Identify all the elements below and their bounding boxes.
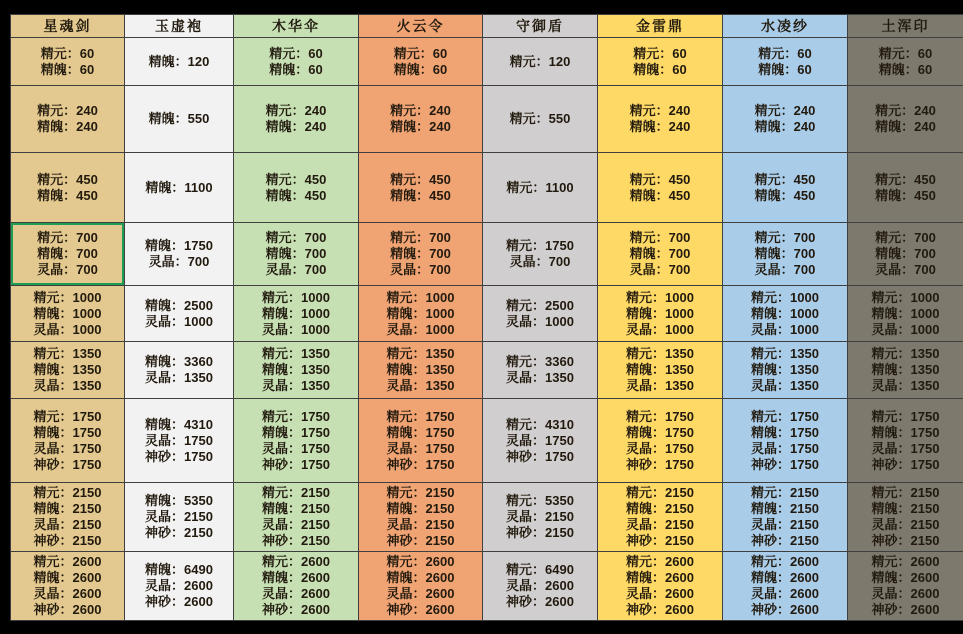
- cell-line: 精元：2150: [751, 485, 819, 500]
- table-cell[interactable]: [11, 38, 125, 86]
- table-cell[interactable]: [598, 223, 723, 286]
- cell-line: 精元：60: [633, 45, 687, 61]
- cell-line: 精元：240: [265, 103, 327, 118]
- cell-line: 灵晶：1350: [751, 378, 819, 393]
- table-cell[interactable]: [848, 153, 963, 223]
- table-cell[interactable]: [598, 286, 723, 342]
- table-cell[interactable]: [598, 399, 723, 483]
- table-cell[interactable]: [598, 342, 723, 399]
- cell-line: 精魄：1350: [751, 362, 819, 377]
- cell-line: 精魄：1000: [626, 305, 694, 321]
- cell-line: 精魄：240: [629, 119, 691, 134]
- table-cell[interactable]: [234, 38, 359, 86]
- cell-line: 精魄：240: [37, 119, 98, 134]
- cell-line: 精魄：1000: [386, 305, 455, 321]
- column-header[interactable]: 木华伞: [234, 15, 359, 38]
- cell-line: 神砂：1750: [751, 456, 819, 472]
- cell-line: 精魄：450: [629, 187, 691, 203]
- table-cell[interactable]: [848, 223, 963, 286]
- table-cell[interactable]: [11, 483, 125, 552]
- cell-line: 精元：450: [875, 171, 936, 187]
- cell-line: 灵晶：2600: [751, 586, 819, 601]
- cell-line: 精元：60: [269, 45, 323, 61]
- cell-line: 精魄：450: [265, 187, 327, 203]
- cell-line: 灵晶：1000: [506, 313, 574, 329]
- cell-line: 灵晶：2600: [386, 586, 455, 601]
- cell-line: 精元：2150: [262, 485, 330, 500]
- cell-line: 精元：700: [390, 230, 451, 245]
- cell-line: 精元：1000: [751, 289, 819, 305]
- table-cell[interactable]: [125, 86, 234, 153]
- cell-line: 灵晶：1750: [751, 440, 819, 456]
- cell-line: 精魄：240: [265, 119, 327, 134]
- cell-line: 精元：700: [629, 230, 691, 245]
- cell-line: 精元：60: [878, 45, 933, 61]
- cell-line: 精元：1000: [386, 289, 455, 305]
- table-cell[interactable]: [125, 399, 234, 483]
- cell-line: 灵晶：700: [754, 262, 816, 277]
- cell-line: 精魄：2150: [751, 501, 819, 516]
- cell-line: 灵晶：1750: [506, 432, 574, 448]
- cell-line: 精魄：700: [390, 246, 451, 261]
- cell-line: 精元：450: [754, 171, 816, 187]
- cell-line: 精元：450: [629, 171, 691, 187]
- cell-line: 灵晶：1350: [871, 378, 940, 393]
- cell-line: 灵晶：2600: [262, 586, 330, 601]
- cell-line: 灵晶：1350: [33, 378, 102, 393]
- table-cell[interactable]: [723, 286, 848, 342]
- table-cell[interactable]: [598, 38, 723, 86]
- cell-line: 灵晶：1000: [751, 321, 819, 337]
- cell-line: 精元：1350: [33, 346, 102, 361]
- cell-line: 灵晶：2150: [145, 509, 213, 524]
- table-cell[interactable]: [483, 86, 598, 153]
- cell-line: 精元：700: [754, 230, 816, 245]
- cell-line: 灵晶：2150: [871, 517, 940, 532]
- cell-line: 灵晶：700: [875, 262, 936, 277]
- table-cell[interactable]: [483, 286, 598, 342]
- cell-line: 灵晶：1750: [33, 440, 102, 456]
- cell-line: 灵晶：2150: [33, 517, 102, 532]
- cell-line: 精元：1750: [33, 408, 102, 424]
- cell-line: 灵晶：1000: [386, 321, 455, 337]
- cell-line: 精魄：2600: [751, 570, 819, 585]
- cell-line: 神砂：2150: [262, 533, 330, 548]
- cell-line: 精魄：450: [37, 187, 98, 203]
- table-cell[interactable]: [723, 342, 848, 399]
- table-cell[interactable]: [234, 223, 359, 286]
- table-cell[interactable]: [11, 153, 125, 223]
- cell-line: 精魄：2500: [145, 297, 213, 313]
- cell-line: 精元：2600: [386, 554, 455, 569]
- cell-line: 精魄：60: [633, 61, 687, 77]
- table-cell[interactable]: [125, 153, 234, 223]
- cell-line: 神砂：2600: [262, 602, 330, 617]
- cell-line: 精元：450: [390, 171, 451, 187]
- cell-line: 神砂：1750: [33, 456, 102, 472]
- cell-line: 精魄：60: [40, 61, 95, 77]
- cell-line: 精元：1350: [262, 346, 330, 361]
- table-cell[interactable]: [848, 86, 963, 153]
- cell-line: 精元：1350: [871, 346, 940, 361]
- table-cell[interactable]: [598, 483, 723, 552]
- cell-line: 精元：60: [393, 45, 448, 61]
- table-cell[interactable]: [483, 552, 598, 621]
- cell-line: 精元：700: [875, 230, 936, 245]
- table-cell[interactable]: [848, 483, 963, 552]
- cell-line: 神砂：2150: [871, 533, 940, 548]
- table-cell[interactable]: [723, 483, 848, 552]
- cell-line: 精元：2600: [262, 554, 330, 569]
- column-header[interactable]: 水凌纱: [723, 15, 848, 38]
- cell-line: 灵晶：700: [265, 262, 327, 277]
- cell-line: 灵晶：1000: [871, 321, 940, 337]
- cell-line: 精魄：240: [390, 119, 451, 134]
- table-cell[interactable]: [234, 342, 359, 399]
- cell-line: 神砂：2600: [506, 594, 574, 609]
- cell-line: 精元：4310: [506, 416, 574, 432]
- table-cell[interactable]: [11, 552, 125, 621]
- cell-line: 灵晶：2150: [262, 517, 330, 532]
- cell-line: 精元：2600: [751, 554, 819, 569]
- cell-line: 精魄：4310: [145, 416, 213, 432]
- table-cell[interactable]: [359, 223, 483, 286]
- cell-line: 精魄：1750: [871, 424, 940, 440]
- cell-line: 精魄：1350: [871, 362, 940, 377]
- cell-line: 灵晶：1750: [386, 440, 455, 456]
- cell-line: 精魄：1750: [145, 238, 213, 253]
- cell-line: 精魄：2150: [386, 501, 455, 516]
- cell-line: 精元：2600: [871, 554, 940, 569]
- cell-line: 神砂：1750: [262, 456, 330, 472]
- cell-line: 精魄：450: [390, 187, 451, 203]
- cell-line: 灵晶：1000: [33, 321, 102, 337]
- cell-line: 灵晶：700: [390, 262, 451, 277]
- cell-line: 精元：1000: [626, 289, 694, 305]
- cell-line: 精元：1000: [262, 289, 330, 305]
- cell-line: 灵晶：1350: [386, 378, 455, 393]
- cell-line: 精魄：1350: [386, 362, 455, 377]
- cell-line: 神砂：2150: [626, 533, 694, 548]
- cell-line: 神砂：2150: [33, 533, 102, 548]
- cell-line: 精元：1750: [871, 408, 940, 424]
- cell-line: 精魄：1750: [262, 424, 330, 440]
- table-cell[interactable]: [848, 38, 963, 86]
- table-cell[interactable]: [359, 86, 483, 153]
- table-cell[interactable]: [483, 153, 598, 223]
- cell-line: 精魄：1350: [262, 362, 330, 377]
- cell-line: 神砂：2600: [33, 602, 102, 617]
- cell-line: 精元：240: [390, 103, 451, 118]
- cell-line: 神砂：2600: [386, 602, 455, 617]
- table-cell[interactable]: [125, 342, 234, 399]
- cell-line: 灵晶：2150: [751, 517, 819, 532]
- cell-line: 精元：240: [37, 103, 98, 118]
- cell-line: 神砂：2600: [145, 594, 213, 609]
- selected-table-cell[interactable]: [11, 223, 125, 286]
- cell-line: 精元：2150: [626, 485, 694, 500]
- table-cell[interactable]: [848, 552, 963, 621]
- table-cell[interactable]: [234, 483, 359, 552]
- cell-line: 灵晶：2600: [506, 578, 574, 593]
- cell-line: 精魄：240: [875, 119, 936, 134]
- cell-line: 灵晶：700: [148, 254, 210, 269]
- cell-line: 精魄：60: [758, 61, 812, 77]
- cell-line: 精元：2600: [626, 554, 694, 569]
- cell-line: 精魄：700: [754, 246, 816, 261]
- cell-line: 灵晶：700: [509, 254, 571, 269]
- cell-line: 精元：240: [754, 103, 816, 118]
- cell-line: 灵晶：2150: [626, 517, 694, 532]
- cell-line: 精元：1750: [626, 408, 694, 424]
- table-cell[interactable]: [11, 342, 125, 399]
- cell-line: 灵晶：1350: [626, 378, 694, 393]
- cell-line: 精元：1750: [751, 408, 819, 424]
- cell-line: 神砂：2150: [145, 525, 213, 540]
- cell-line: 神砂：2600: [626, 602, 694, 617]
- cell-line: 灵晶：1750: [262, 440, 330, 456]
- cell-line: 精元：60: [40, 45, 95, 61]
- cell-line: 神砂：1750: [506, 448, 574, 464]
- table-cell[interactable]: [234, 286, 359, 342]
- column-header[interactable]: 星魂剑: [11, 15, 125, 38]
- cell-line: 精元：2600: [33, 554, 102, 569]
- table-cell[interactable]: [359, 38, 483, 86]
- cell-line: 灵晶：2600: [33, 586, 102, 601]
- table-cell[interactable]: [359, 483, 483, 552]
- cell-line: 精魄：700: [37, 246, 98, 261]
- cell-line: 精元：1350: [751, 346, 819, 361]
- table-cell[interactable]: [598, 153, 723, 223]
- cell-line: 精魄：3360: [145, 354, 213, 369]
- cell-line: 灵晶：1000: [262, 321, 330, 337]
- cell-line: 精元：2150: [871, 485, 940, 500]
- table-cell[interactable]: [848, 342, 963, 399]
- cell-line: 精元：1000: [33, 289, 102, 305]
- cell-line: 精魄：60: [878, 61, 933, 77]
- cell-line: 精元：6490: [506, 562, 574, 577]
- table-cell[interactable]: [234, 399, 359, 483]
- column-header[interactable]: 守御盾: [483, 15, 598, 38]
- cell-line: 精元：60: [758, 45, 812, 61]
- table-cell[interactable]: [11, 86, 125, 153]
- table-cell[interactable]: [11, 399, 125, 483]
- cell-line: 精元：1100: [506, 179, 574, 195]
- cell-line: 精魄：2600: [871, 570, 940, 585]
- cell-line: 精元：120: [509, 53, 571, 69]
- table-cell[interactable]: [483, 483, 598, 552]
- cell-line: 精魄：700: [875, 246, 936, 261]
- cell-line: 灵晶：1000: [626, 321, 694, 337]
- cell-line: 精魄：2150: [262, 501, 330, 516]
- table-cell[interactable]: [125, 483, 234, 552]
- cell-line: 精元：450: [37, 171, 98, 187]
- cell-line: 精魄：1000: [33, 305, 102, 321]
- cell-line: 精元：240: [875, 103, 936, 118]
- cell-line: 精魄：1350: [33, 362, 102, 377]
- cell-line: 神砂：2600: [871, 602, 940, 617]
- table-cell[interactable]: [234, 86, 359, 153]
- cell-line: 灵晶：1750: [871, 440, 940, 456]
- cell-line: 精魄：2600: [386, 570, 455, 585]
- cell-line: 精魄：2150: [626, 501, 694, 516]
- cell-line: 神砂：1750: [386, 456, 455, 472]
- cell-line: 精魄：1750: [626, 424, 694, 440]
- cell-line: 精魄：6490: [145, 562, 213, 577]
- cell-line: 精元：700: [265, 230, 327, 245]
- cell-line: 精元：1750: [386, 408, 455, 424]
- table-cell[interactable]: [125, 223, 234, 286]
- cell-line: 灵晶：1750: [145, 432, 213, 448]
- cell-line: 精魄：700: [629, 246, 691, 261]
- cell-line: 精魄：1000: [751, 305, 819, 321]
- cell-line: 精元：1350: [626, 346, 694, 361]
- cell-line: 精魄：1100: [145, 179, 213, 195]
- cell-line: 精元：450: [265, 171, 327, 187]
- cell-line: 灵晶：700: [37, 262, 98, 277]
- table-cell[interactable]: [848, 399, 963, 483]
- table-cell[interactable]: [359, 153, 483, 223]
- table-cell[interactable]: [723, 223, 848, 286]
- cell-line: 灵晶：2150: [386, 517, 455, 532]
- cell-line: 精元：700: [37, 230, 98, 245]
- table-cell[interactable]: [848, 286, 963, 342]
- column-header[interactable]: 火云令: [359, 15, 483, 38]
- cell-line: 精魄：60: [393, 61, 448, 77]
- cell-line: 精魄：60: [269, 61, 323, 77]
- cell-line: 精魄：1750: [751, 424, 819, 440]
- table-cell[interactable]: [483, 38, 598, 86]
- table-cell[interactable]: [125, 552, 234, 621]
- table-cell[interactable]: [723, 552, 848, 621]
- cell-line: 精魄：2150: [33, 501, 102, 516]
- cell-line: 精魄：5350: [145, 493, 213, 508]
- column-header[interactable]: 土浑印: [848, 15, 963, 38]
- table-cell[interactable]: [359, 399, 483, 483]
- table-cell[interactable]: [11, 286, 125, 342]
- table-cell[interactable]: [234, 552, 359, 621]
- materials-table: [10, 14, 963, 621]
- cell-line: 精元：1350: [386, 346, 455, 361]
- table-cell[interactable]: [598, 86, 723, 153]
- table-cell[interactable]: [483, 223, 598, 286]
- cell-line: 精魄：2600: [262, 570, 330, 585]
- cell-line: 精元：2150: [386, 485, 455, 500]
- cell-line: 精魄：240: [754, 119, 816, 134]
- cell-line: 精魄：2600: [33, 570, 102, 585]
- cell-line: 神砂：2150: [506, 525, 574, 540]
- table-cell[interactable]: [125, 286, 234, 342]
- cell-line: 灵晶：2600: [626, 586, 694, 601]
- cell-line: 精魄：450: [875, 187, 936, 203]
- cell-line: 精元：2500: [506, 297, 574, 313]
- cell-line: 精魄：450: [754, 187, 816, 203]
- cell-line: 神砂：1750: [871, 456, 940, 472]
- table-cell[interactable]: [723, 38, 848, 86]
- cell-line: 精魄：2150: [871, 501, 940, 516]
- cell-line: 神砂：1750: [145, 448, 213, 464]
- cell-line: 神砂：2150: [751, 533, 819, 548]
- cell-line: 灵晶：2150: [506, 509, 574, 524]
- table-cell[interactable]: [359, 552, 483, 621]
- cell-line: 精魄：1750: [386, 424, 455, 440]
- cell-line: 精魄：2600: [626, 570, 694, 585]
- cell-line: 灵晶：1350: [506, 370, 574, 385]
- cell-line: 精魄：1350: [626, 362, 694, 377]
- table-cell[interactable]: [723, 153, 848, 223]
- cell-line: 灵晶：1750: [626, 440, 694, 456]
- cell-line: 精魄：1750: [33, 424, 102, 440]
- cell-line: 精元：2150: [33, 485, 102, 500]
- table-cell[interactable]: [483, 342, 598, 399]
- column-header[interactable]: 金雷鼎: [598, 15, 723, 38]
- column-header[interactable]: 玉虚袍: [125, 15, 234, 38]
- cell-line: 精元：1750: [506, 238, 574, 253]
- table-cell[interactable]: [723, 399, 848, 483]
- table-cell[interactable]: [359, 286, 483, 342]
- cell-line: 精魄：1000: [262, 305, 330, 321]
- cell-line: 精魄：1000: [871, 305, 940, 321]
- cell-line: 精元：5350: [506, 493, 574, 508]
- table-cell[interactable]: [359, 342, 483, 399]
- table-cell[interactable]: [125, 38, 234, 86]
- cell-line: 神砂：1750: [626, 456, 694, 472]
- cell-line: 灵晶：2600: [871, 586, 940, 601]
- cell-line: 灵晶：2600: [145, 578, 213, 593]
- table-cell[interactable]: [483, 399, 598, 483]
- cell-line: 神砂：2600: [751, 602, 819, 617]
- cell-line: 精元：1750: [262, 408, 330, 424]
- table-cell[interactable]: [234, 153, 359, 223]
- table-cell[interactable]: [723, 86, 848, 153]
- cell-line: 精元：1000: [871, 289, 940, 305]
- table-cell[interactable]: [598, 552, 723, 621]
- cell-line: 精魄：550: [148, 111, 210, 126]
- cell-line: 精元：550: [509, 111, 571, 126]
- cell-line: 灵晶：1350: [262, 378, 330, 393]
- cell-line: 精魄：700: [265, 246, 327, 261]
- cell-line: 灵晶：700: [629, 262, 691, 277]
- cell-line: 精元：3360: [506, 354, 574, 369]
- cell-line: 灵晶：1350: [145, 370, 213, 385]
- cell-line: 精元：240: [629, 103, 691, 118]
- cell-line: 神砂：2150: [386, 533, 455, 548]
- cell-line: 精魄：120: [148, 53, 210, 69]
- cell-line: 灵晶：1000: [145, 313, 213, 329]
